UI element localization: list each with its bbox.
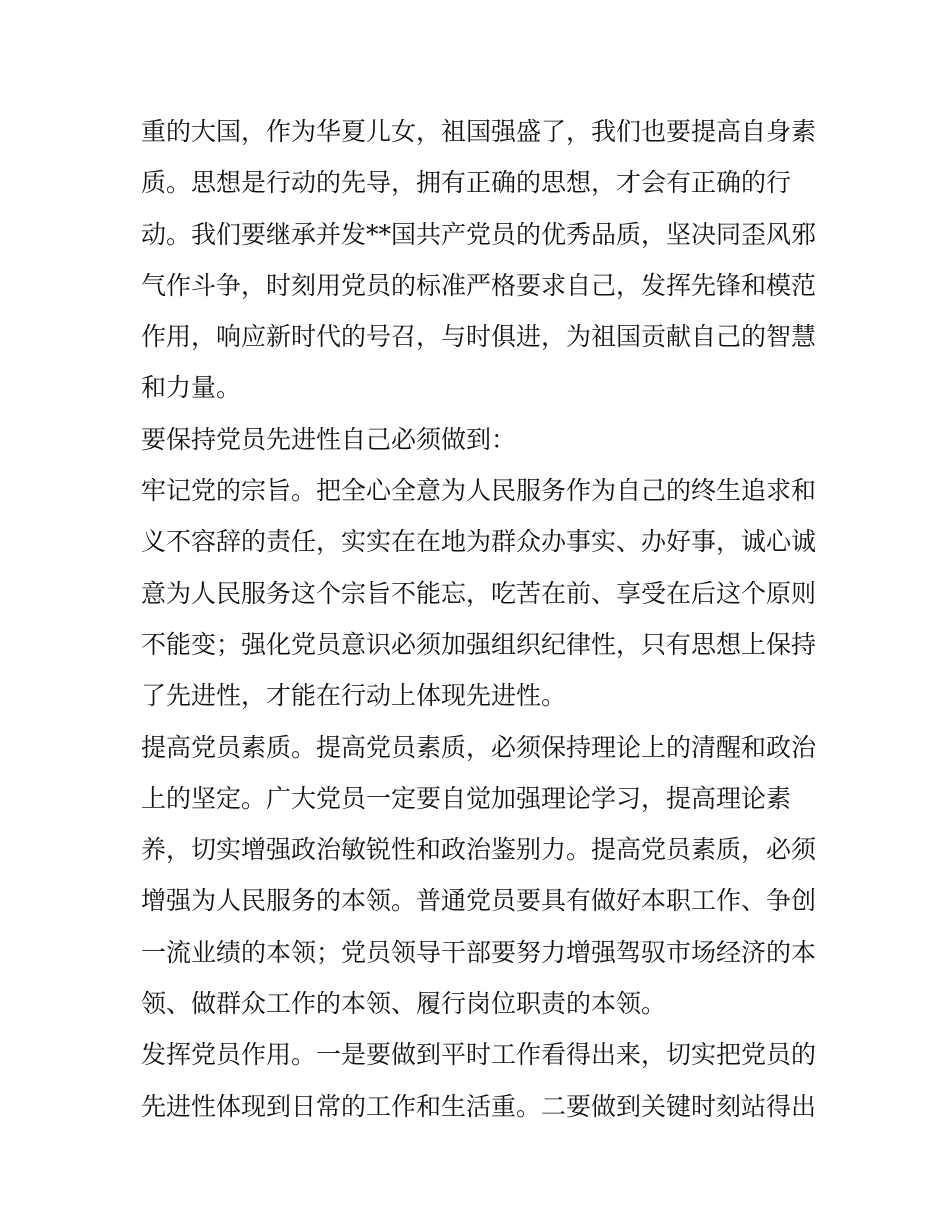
text-line: 了先进性，才能在行动上体现先进性。 [141, 681, 567, 711]
text-line: 发挥党员作用。一是要做到平时工作看得出来，切实把党员的 [141, 1040, 817, 1070]
text-line: 不能变；强化党员意识必须加强组织纪律性，只有思想上保持 [141, 629, 817, 659]
text-line: 牢记党的宗旨。把全心全意为人民服务作为自己的终生追求和 [141, 476, 817, 506]
document-body [141, 106, 817, 1132]
text-line: 养，切实增强政治敏锐性和政治鉴别力。提高党员素质，必须 [141, 835, 817, 865]
text-line: 意为人民服务这个宗旨不能忘，吃苦在前、享受在后这个原则 [141, 578, 817, 608]
text-line: 要保持党员先进性自己必须做到： [141, 424, 517, 454]
text-line: 提高党员素质。提高党员素质，必须保持理论上的清醒和政治 [141, 732, 817, 762]
text-line: 重的大国，作为华夏儿女，祖国强盛了，我们也要提高自身素 [141, 117, 817, 146]
text-line: 先进性体现到日常的工作和生活重。二要做到关键时刻站得出 [141, 1091, 817, 1121]
text-line: 一流业绩的本领；党员领导干部要努力增强驾驭市场经济的本 [141, 937, 817, 967]
text-line: 和力量。 [141, 373, 242, 403]
text-line: 增强为人民服务的本领。普通党员要具有做好本职工作、争创 [141, 886, 817, 916]
text-line: 领、做群众工作的本领、履行岗位职责的本领。 [141, 989, 667, 1019]
text-line: 气作斗争，时刻用党员的标准严格要求自己，发挥先锋和模范 [141, 270, 817, 300]
text-line: 义不容辞的责任，实实在在地为群众办事实、办好事，诚心诚 [141, 527, 817, 557]
text-line: 上的坚定。广大党员一定要自觉加强理论学习，提高理论素 [141, 783, 792, 813]
text-line: 质。思想是行动的先导，拥有正确的思想，才会有正确的行 [141, 168, 792, 198]
text-line: 作用，响应新时代的号召，与时俱进，为祖国贡献自己的智慧 [141, 322, 817, 352]
text-line: 动。我们要继承并发**国共产党员的优秀品质，坚决同歪风邪 [141, 219, 817, 249]
